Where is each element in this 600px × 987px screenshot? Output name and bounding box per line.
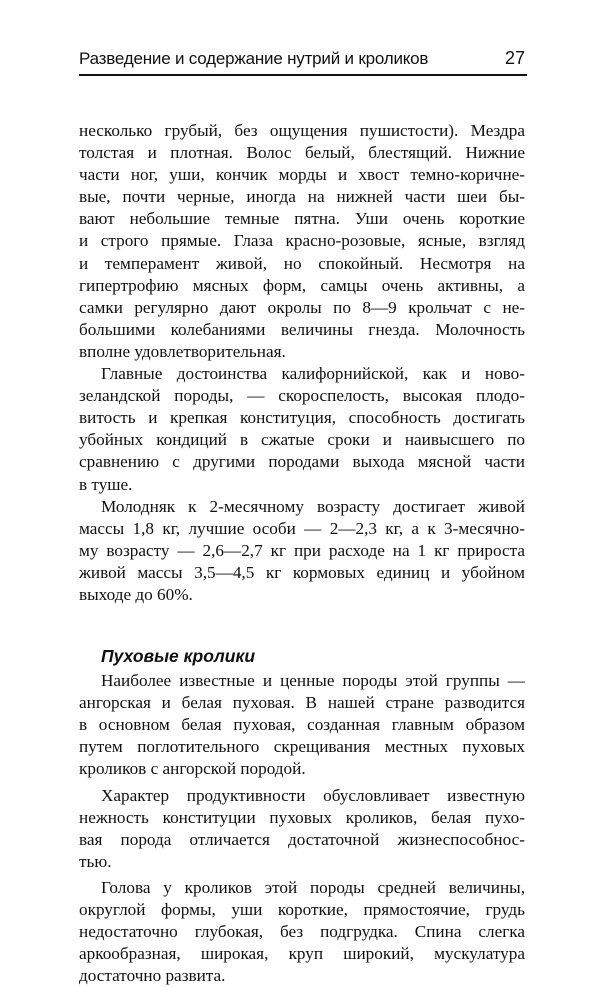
text-line: в основном белая пуховая, созданная главным образом [79,715,525,735]
text-line: аркообразная, широкая, круп широкий, мускулатура [79,944,525,964]
text-line: и строго прямые. Глаза красно-розовые, ясные, взгляд [79,231,525,251]
text-line: зеландской породы, — скороспелость, высокая плодо- [79,386,525,406]
text-line: вают небольшие темные пятна. Уши очень короткие [79,209,525,229]
text-line: округлой формы, уши короткие, прямостоячие, грудь [79,900,525,919]
section-heading: Пуховые кролики [101,646,256,667]
text-line: Главные достоинства калифорнийской, как и ново- [101,364,525,384]
text-line: живой массы 3,5—4,5 кг кормовых единиц и убойном [79,562,525,582]
text-line: вые, почти черные, иногда на нижней части шеи бы- [79,187,525,207]
text-line: вая порода отличается достаточной жизнеспособнос- [79,829,525,849]
text-line: недостаточно глубокая, без подгрудка. Спина слегка [79,922,525,942]
text-line: несколько грубый, без ощущения пушистости). Мездра [79,121,525,140]
text-line: и темперамент живой, но спокойный. Несмотря на [79,253,525,273]
page-header [79,48,527,76]
text-line: кроликов с ангорской породой. [79,759,306,779]
page-number: 27 [504,48,525,68]
body-text [79,120,525,987]
text-line: му возрасту — 2,6—2,7 кг при расходе на 1 кг прироста [79,540,525,560]
paragraph [79,120,525,363]
heading-spacer [79,606,525,642]
text-line: вполне удовлетворительная. [79,341,286,361]
paragraph [79,363,525,496]
text-line: массы 1,8 кг, лучшие особи — 2—2,3 кг, а к 3-месячно- [79,518,525,538]
text-line: Характер продуктивности обусловливает известную [101,785,525,805]
text-line: достаточно развита. [79,966,226,986]
text-line: большими колебаниями величины гнезда. Молочность [79,319,525,339]
paragraph [79,877,525,987]
text-line: путем поглотительного скрещивания местных пуховых [79,737,525,757]
text-line: ангорская и белая пуховая. В нашей стране разводится [79,693,525,713]
text-line: толстая и плотная. Волос белый, блестящий. Нижние [79,143,525,163]
paragraph [79,496,525,606]
text-line: Наиболее известные и ценные породы этой группы — [101,671,525,691]
running-title: Разведение и содержание нутрий и кроликов [79,49,429,68]
text-line: гипертрофию мясных форм, самцы очень активны, а [79,275,525,295]
text-line: выходе до 60%. [79,584,193,604]
text-line: Голова у кроликов этой породы средней величины, [101,877,525,897]
text-line: витость и крепкая конституция, способность достигать [79,408,525,428]
text-line: нежность конституции пуховых кроликов, белая пухо- [79,807,525,827]
text-line: сравнению с другими породами выхода мясной части [79,452,525,472]
text-line: в тушe. [79,474,133,494]
paragraph [79,785,525,873]
paragraph [79,670,525,780]
text-line: самки регулярно дают окролы по 8—9 крольчат с не- [79,297,525,317]
text-line: Молодняк к 2-месячному возрасту достигает живой [101,496,525,516]
text-line: части ног, уши, кончик морды и хвост темно-коричне- [79,165,525,185]
text-line: тью. [79,851,112,871]
text-line: убойных кондиций в сжатые сроки и наивысшего по [79,430,525,450]
